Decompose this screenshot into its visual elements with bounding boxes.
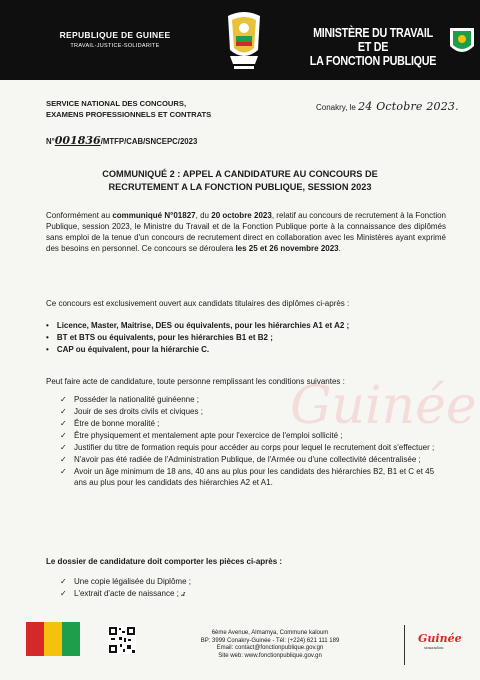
footer-divider [404,625,405,665]
ministry-line-2: LA FONCTION PUBLIQUE [309,54,437,68]
list-item: ✓ Une copie légalisée du Diplôme ; [60,576,444,587]
intro-date: 20 octobre 2023 [211,211,272,220]
list-item-text: L'extrait d'acte de naissance ; [74,589,179,598]
dossier-intro: Le dossier de candidature doit comporter les pièces ci-après : [46,557,283,566]
service-line-2: EXAMENS PROFESSIONNELS ET CONTRATS [46,110,212,119]
list-item: ✓ Être de bonne moralité ; [60,418,444,429]
list-item [60,588,444,599]
exclusive-paragraph: Ce concours est exclusivement ouvert aux candidats titulaires des diplômes ci-après : [46,299,350,308]
service-line-1: SERVICE NATIONAL DES CONCOURS, [46,99,187,108]
dossier-list [60,576,444,600]
list-item: • BT et BTS ou équivalents, pour les hiérarchies B1 et B2 ; [46,332,349,344]
list-item: ✓ Jouir de ses droits civils et civiques ; [60,406,444,417]
place-label: Conakry, le [316,103,356,112]
intro-communique-ref: communiqué N°01827 [112,211,196,220]
list-item: ✓ Être physiquement et mentalement apte pour l'exercice de l'emploi sollicité ; [60,430,444,441]
handwritten-reference: 001836 [54,134,101,147]
communique-title [60,168,420,194]
header-banner [0,0,480,80]
list-item: • CAP ou équivalent, pour la hiérarchie C. [46,344,349,356]
intro-exam-dates: les 25 et 26 novembre 2023 [235,244,339,253]
coat-of-arms-icon [222,10,266,72]
handwritten-date: 24 Octobre 2023. [358,100,459,113]
guinee-logo-text: Guinée [418,632,462,645]
service-heading [46,98,211,120]
handwritten-mark-icon: ⅎ [181,589,186,598]
ministry-name [309,26,438,68]
intro-text: Conformément au [46,211,113,220]
reference-number [46,134,197,147]
guinee-logo-subtitle: simandou [424,645,444,650]
list-item: ✓ Avoir un âge minimum de 18 ans, 40 ans au plus pour les candidats des hiérarchies B2, B1 et C et 45 ans au plus pour les candidats des hiérarchies A2 et A1. [60,466,444,488]
diploma-list [46,320,349,356]
guinee-logo [418,632,462,650]
footer-website[interactable]: Site web: www.fonctionpublique.gov.gn [218,652,322,659]
guinea-flag-icon [26,622,80,656]
conditions-intro: Peut faire acte de candidature, toute personne remplissant les conditions suivantes : [46,377,345,386]
intro-text: , du [195,211,212,220]
list-item: • Licence, Master, Maitrise, DES ou équivalents, pour les hiérarchies A1 et A2 ; [46,320,349,332]
intro-text: , relatif au concours de recrutement à la Fonction Publique, session 2023, le Ministre du Travail et de la Fonction Publique porte à la connaissance des diplômés sans emploi de la tenue d'un concours de recrutement direct en collaboration avec les Ministères ayant exprimé des besoins en personnel. Ce concours se déroulera [46,211,446,253]
footer-address: 6ème Avenue, Almamya, Commune kaloum [211,630,329,636]
footer-contact [150,630,390,660]
place-date [316,100,459,113]
list-item: ✓ N'avoir pas été radiée de l'Administration Publique, de l'Armée ou d'une collectivité décentralisée ; [60,454,444,465]
ministry-logo-icon [448,26,476,58]
qr-code-icon [108,626,136,654]
republic-motto: TRAVAIL-JUSTICE-SOLIDARITE [70,43,160,49]
republic-name: REPUBLIQUE DE GUINEE [59,30,171,40]
list-item: ✓ Justifier du titre de formation requis pour accéder au corps pour lequel le recrutement doit s'effectuer ; [60,442,444,453]
guinee-watermark: Guinée [290,376,477,436]
title-line-2: RECRUTEMENT A LA FONCTION PUBLIQUE, SESSION 2023 [108,182,372,192]
reference-suffix: /MTFP/CAB/SNCEPC/2023 [100,137,198,146]
ministry-line-1: MINISTÈRE DU TRAVAIL ET DE [313,26,433,54]
title-line-1: COMMUNIQUÉ 2 : APPEL A CANDIDATURE AU CONCOURS DE [102,169,378,179]
intro-paragraph [46,210,446,254]
footer-phone: BP: 3999 Conakry-Guinée - Tél: (+224) 621 111 189 [200,637,340,644]
footer-email[interactable]: Email: contact@fonctionpublique.gov.gn [216,645,324,652]
republic-block [40,30,190,49]
intro-text: . [338,244,341,253]
list-item: ✓ Posséder la nationalité guinéenne ; [60,394,444,405]
conditions-list [60,394,444,489]
reference-prefix: N° [46,137,55,146]
